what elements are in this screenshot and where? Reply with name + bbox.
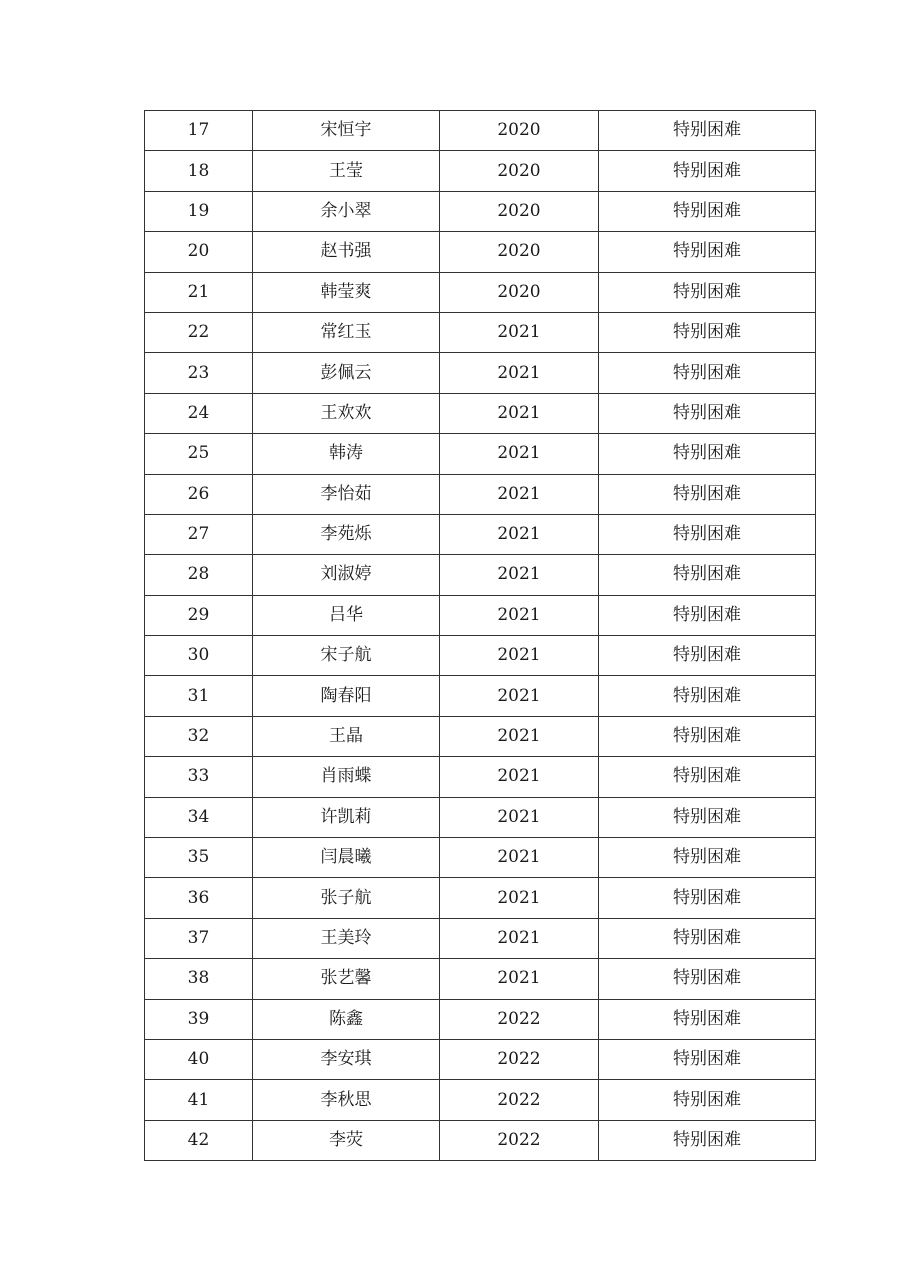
student-name-cell: 肖雨蝶 — [253, 757, 440, 797]
student-name-cell: 李苑烁 — [253, 514, 440, 554]
difficulty-level-cell: 特别困难 — [599, 312, 816, 352]
row-number-cell: 30 — [145, 636, 253, 676]
student-name-cell: 彭佩云 — [253, 353, 440, 393]
student-name-cell: 王莹 — [253, 151, 440, 191]
year-cell: 2021 — [440, 838, 599, 878]
difficulty-level-cell: 特别困难 — [599, 555, 816, 595]
student-table-body — [145, 111, 816, 1161]
year-cell: 2022 — [440, 999, 599, 1039]
student-name-cell: 陶春阳 — [253, 676, 440, 716]
table-row — [145, 111, 816, 151]
table-row — [145, 1120, 816, 1160]
row-number-cell: 37 — [145, 918, 253, 958]
difficulty-level-cell: 特别困难 — [599, 353, 816, 393]
year-cell: 2021 — [440, 393, 599, 433]
year-cell: 2021 — [440, 716, 599, 756]
difficulty-level-cell: 特别困难 — [599, 716, 816, 756]
year-cell: 2021 — [440, 676, 599, 716]
year-cell: 2021 — [440, 757, 599, 797]
student-name-cell: 韩涛 — [253, 434, 440, 474]
year-cell: 2022 — [440, 1039, 599, 1079]
student-name-cell: 王美玲 — [253, 918, 440, 958]
difficulty-level-cell: 特别困难 — [599, 838, 816, 878]
year-cell: 2021 — [440, 514, 599, 554]
row-number-cell: 24 — [145, 393, 253, 433]
difficulty-level-cell: 特别困难 — [599, 434, 816, 474]
difficulty-level-cell: 特别困难 — [599, 918, 816, 958]
row-number-cell: 31 — [145, 676, 253, 716]
difficulty-level-cell: 特别困难 — [599, 636, 816, 676]
row-number-cell: 38 — [145, 959, 253, 999]
student-table — [144, 110, 816, 1161]
row-number-cell: 33 — [145, 757, 253, 797]
year-cell: 2021 — [440, 434, 599, 474]
table-row — [145, 434, 816, 474]
table-row — [145, 1080, 816, 1120]
year-cell: 2021 — [440, 312, 599, 352]
table-row — [145, 1039, 816, 1079]
student-name-cell: 宋恒宇 — [253, 111, 440, 151]
student-name-cell: 赵书强 — [253, 232, 440, 272]
student-name-cell: 李秋思 — [253, 1080, 440, 1120]
student-name-cell: 张艺馨 — [253, 959, 440, 999]
row-number-cell: 26 — [145, 474, 253, 514]
student-name-cell: 李怡茹 — [253, 474, 440, 514]
year-cell: 2021 — [440, 878, 599, 918]
difficulty-level-cell: 特别困难 — [599, 757, 816, 797]
student-name-cell: 刘淑婷 — [253, 555, 440, 595]
student-name-cell: 常红玉 — [253, 312, 440, 352]
student-name-cell: 许凯莉 — [253, 797, 440, 837]
row-number-cell: 28 — [145, 555, 253, 595]
difficulty-level-cell: 特别困难 — [599, 999, 816, 1039]
table-row — [145, 878, 816, 918]
difficulty-level-cell: 特别困难 — [599, 959, 816, 999]
student-name-cell: 张子航 — [253, 878, 440, 918]
year-cell: 2021 — [440, 353, 599, 393]
year-cell: 2021 — [440, 918, 599, 958]
difficulty-level-cell: 特别困难 — [599, 474, 816, 514]
difficulty-level-cell: 特别困难 — [599, 1080, 816, 1120]
difficulty-level-cell: 特别困难 — [599, 595, 816, 635]
table-row — [145, 838, 816, 878]
student-name-cell: 王欢欢 — [253, 393, 440, 433]
table-row — [145, 555, 816, 595]
table-row — [145, 232, 816, 272]
row-number-cell: 29 — [145, 595, 253, 635]
row-number-cell: 32 — [145, 716, 253, 756]
table-row — [145, 191, 816, 231]
table-row — [145, 676, 816, 716]
student-name-cell: 陈鑫 — [253, 999, 440, 1039]
table-row — [145, 797, 816, 837]
difficulty-level-cell: 特别困难 — [599, 1039, 816, 1079]
year-cell: 2022 — [440, 1080, 599, 1120]
year-cell: 2021 — [440, 595, 599, 635]
row-number-cell: 42 — [145, 1120, 253, 1160]
row-number-cell: 17 — [145, 111, 253, 151]
table-row — [145, 393, 816, 433]
year-cell: 2020 — [440, 111, 599, 151]
year-cell: 2020 — [440, 272, 599, 312]
difficulty-level-cell: 特别困难 — [599, 111, 816, 151]
table-row — [145, 353, 816, 393]
year-cell: 2021 — [440, 959, 599, 999]
year-cell: 2020 — [440, 191, 599, 231]
student-name-cell: 闫晨曦 — [253, 838, 440, 878]
year-cell: 2020 — [440, 151, 599, 191]
difficulty-level-cell: 特别困难 — [599, 393, 816, 433]
table-row — [145, 918, 816, 958]
row-number-cell: 36 — [145, 878, 253, 918]
table-row — [145, 474, 816, 514]
difficulty-level-cell: 特别困难 — [599, 272, 816, 312]
difficulty-level-cell: 特别困难 — [599, 797, 816, 837]
row-number-cell: 39 — [145, 999, 253, 1039]
row-number-cell: 20 — [145, 232, 253, 272]
student-name-cell: 韩莹爽 — [253, 272, 440, 312]
table-row — [145, 757, 816, 797]
difficulty-level-cell: 特别困难 — [599, 514, 816, 554]
student-name-cell: 李安琪 — [253, 1039, 440, 1079]
table-row — [145, 312, 816, 352]
difficulty-level-cell: 特别困难 — [599, 878, 816, 918]
row-number-cell: 41 — [145, 1080, 253, 1120]
year-cell: 2021 — [440, 474, 599, 514]
row-number-cell: 27 — [145, 514, 253, 554]
difficulty-level-cell: 特别困难 — [599, 151, 816, 191]
student-name-cell: 李荧 — [253, 1120, 440, 1160]
table-row — [145, 272, 816, 312]
table-row — [145, 716, 816, 756]
row-number-cell: 18 — [145, 151, 253, 191]
table-row — [145, 636, 816, 676]
row-number-cell: 35 — [145, 838, 253, 878]
difficulty-level-cell: 特别困难 — [599, 232, 816, 272]
row-number-cell: 40 — [145, 1039, 253, 1079]
year-cell: 2022 — [440, 1120, 599, 1160]
row-number-cell: 22 — [145, 312, 253, 352]
year-cell: 2021 — [440, 797, 599, 837]
year-cell: 2021 — [440, 636, 599, 676]
row-number-cell: 23 — [145, 353, 253, 393]
student-name-cell: 宋子航 — [253, 636, 440, 676]
table-row — [145, 514, 816, 554]
row-number-cell: 19 — [145, 191, 253, 231]
row-number-cell: 34 — [145, 797, 253, 837]
year-cell: 2021 — [440, 555, 599, 595]
year-cell: 2020 — [440, 232, 599, 272]
table-row — [145, 959, 816, 999]
difficulty-level-cell: 特别困难 — [599, 1120, 816, 1160]
student-name-cell: 王晶 — [253, 716, 440, 756]
row-number-cell: 21 — [145, 272, 253, 312]
row-number-cell: 25 — [145, 434, 253, 474]
table-row — [145, 595, 816, 635]
difficulty-level-cell: 特别困难 — [599, 676, 816, 716]
student-name-cell: 吕华 — [253, 595, 440, 635]
student-name-cell: 余小翠 — [253, 191, 440, 231]
table-row — [145, 151, 816, 191]
table-row — [145, 999, 816, 1039]
difficulty-level-cell: 特别困难 — [599, 191, 816, 231]
